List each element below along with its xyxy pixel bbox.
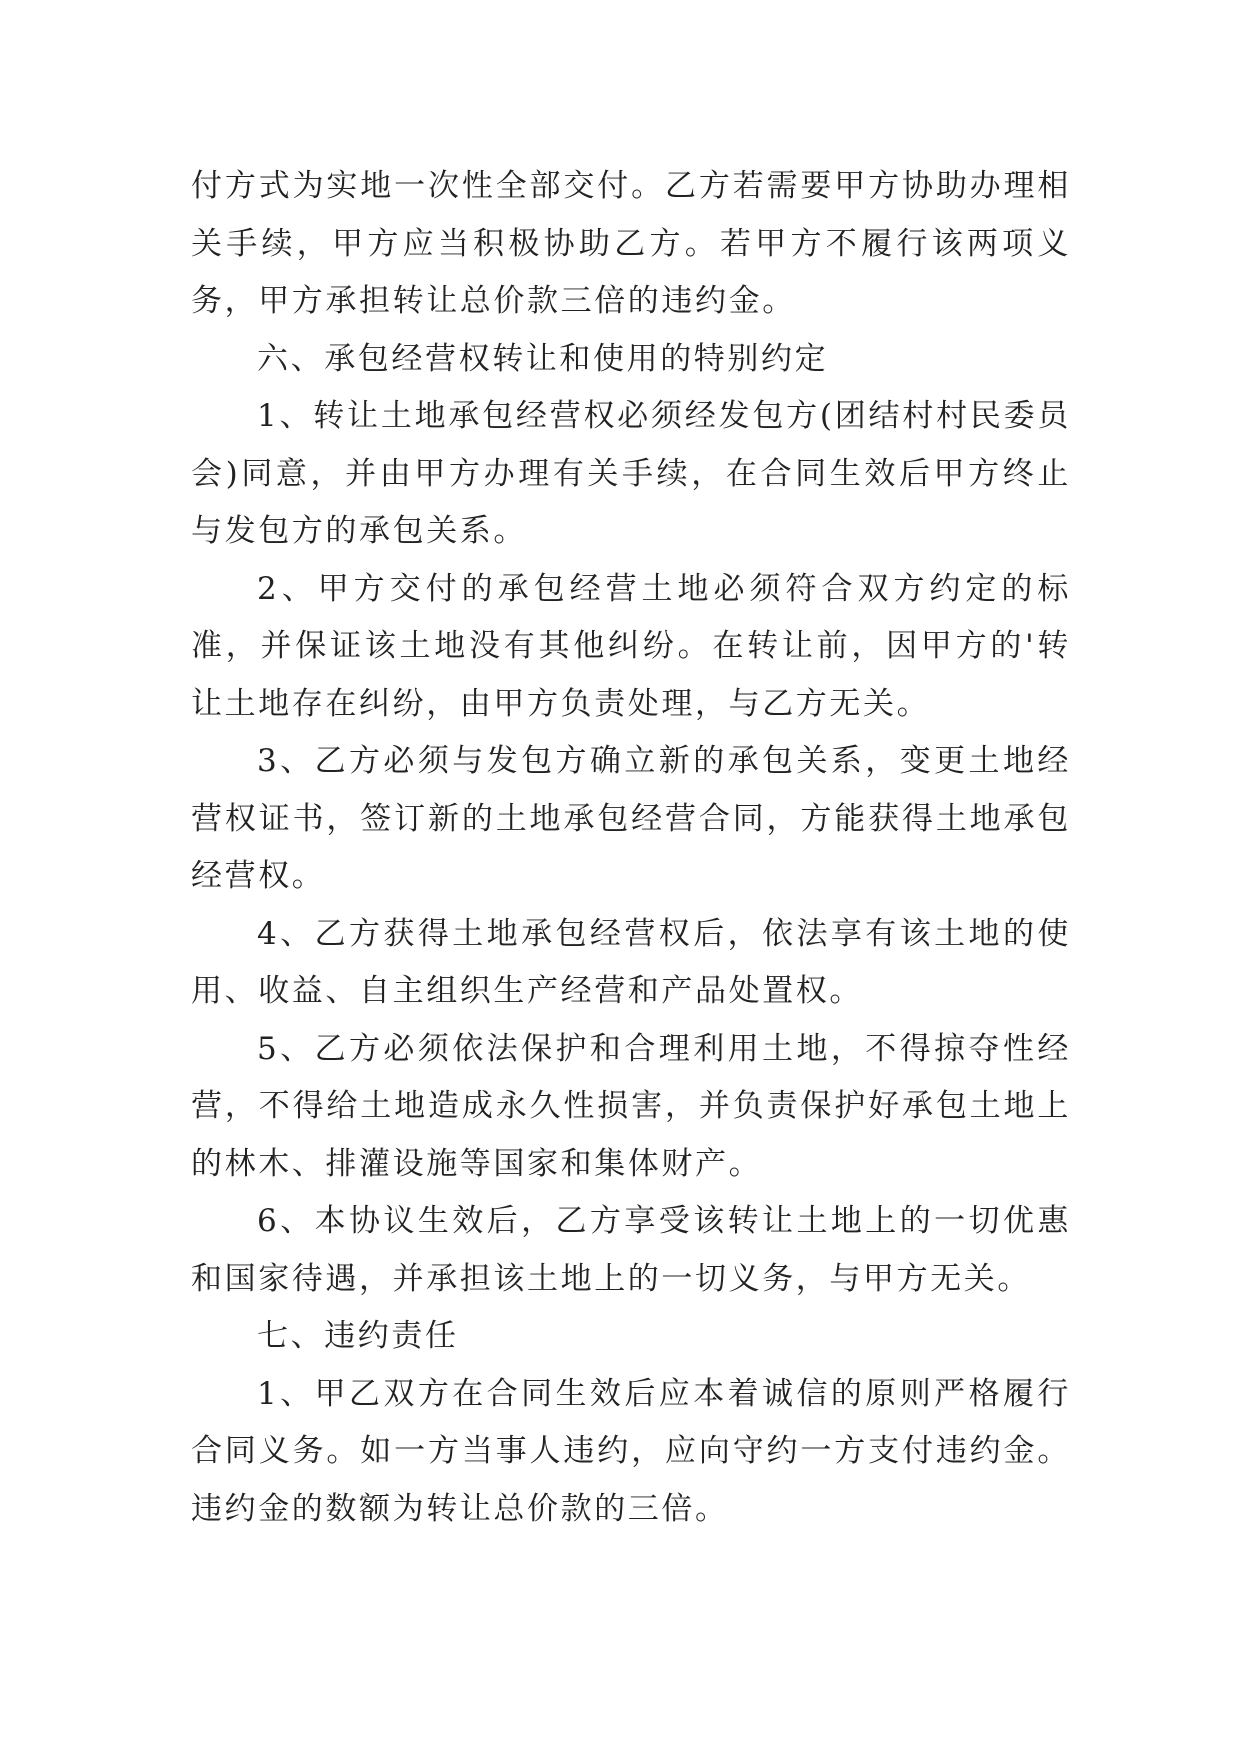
clause-7-1: 1、甲乙双方在合同生效后应本着诚信的原则严格履行合同义务。如一方当事人违约，应向守约一方支付违约金。违约金的数额为转让总价款的三倍。 [191,1375,1071,1527]
document-body [191,158,1071,1538]
paragraph-payment-continuation: 付方式为实地一次性全部交付。乙方若需要甲方协助办理相关手续，甲方应当积极协助乙方。若甲方不履行该两项义务，甲方承担转让总价款三倍的违约金。 [191,168,1071,319]
clause-6-6: 6、本协议生效后，乙方享受该转让土地上的一切优惠和国家待遇，并承担该土地上的一切义务，与甲方无关。 [191,1203,1071,1297]
section-heading-liability: 七、违约责任 [257,1318,459,1354]
clause-6-4: 4、乙方获得土地承包经营权后，依法享有该土地的使用、收益、自主组织生产经营和产品处置权。 [191,915,1071,1009]
clause-6-3: 3、乙方必须与发包方确立新的承包关系，变更土地经营权证书，签订新的土地承包经营合同，方能获得土地承包经营权。 [191,743,1071,894]
clause-6-1: 1、转让土地承包经营权必须经发包方(团结村村民委员会)同意，并由甲方办理有关手续，在合同生效后甲方终止与发包方的承包关系。 [191,398,1071,549]
clause-6-2: 2、甲方交付的承包经营土地必须符合双方约定的标准，并保证该土地没有其他纠纷。在转让前，因甲方的'转让土地存在纠纷，由甲方负责处理，与乙方无关。 [191,570,1071,722]
section-heading-special-provisions: 六、承包经营权转让和使用的特别约定 [257,340,829,377]
clause-6-5: 5、乙方必须依法保护和合理利用土地，不得掠夺性经营，不得给土地造成永久性损害，并负责保护好承包土地上的林木、排灌设施等国家和集体财产。 [191,1030,1071,1182]
